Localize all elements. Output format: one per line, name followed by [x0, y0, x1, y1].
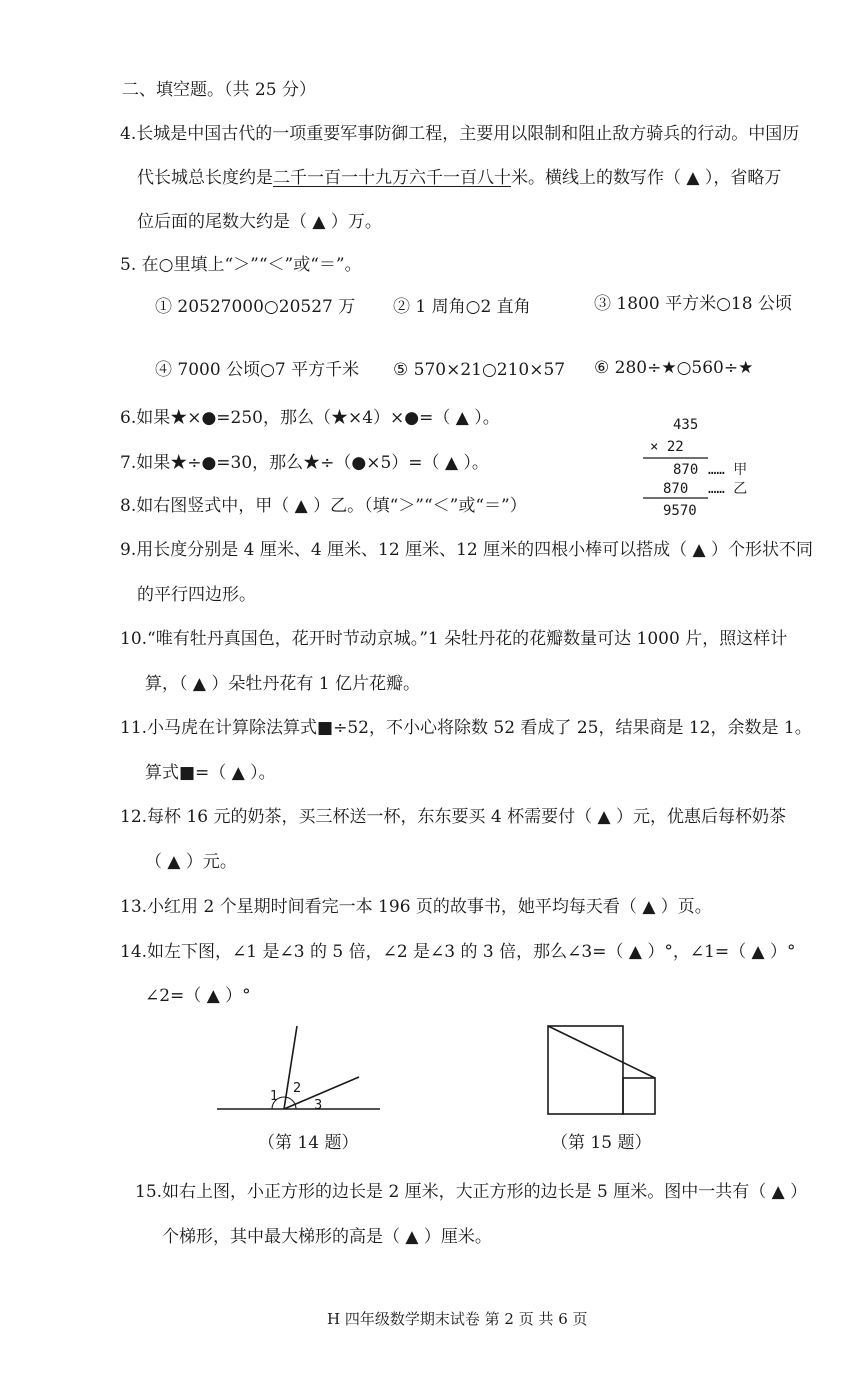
figure-14-caption: （第 14 题） [258, 1133, 359, 1153]
page-footer: H 四年级数学期末试卷 第 2 页 共 6 页 [327, 1310, 588, 1328]
figure-15-squares [0, 0, 1, 1]
q4-line3: 位后面的尾数大约是（ ▲ ）万。 [137, 212, 382, 232]
section-title: 二、填空题。（共 25 分） [122, 80, 316, 100]
q9-line1: 9.用长度分别是 4 厘米、4 厘米、12 厘米、12 厘米的四根小棒可以搭成（ ▲ ）个形状不同 [120, 540, 814, 560]
figure-15-caption: （第 15 题） [551, 1133, 652, 1153]
q14-line1: 14.如左下图，∠1 是∠3 的 5 倍，∠2 是∠3 的 3 倍，那么∠3=（ ▲ ）°，∠1=（ ▲ ）° [120, 942, 796, 962]
q7-text: 7.如果★÷●=30，那么★÷（●×5）=（ ▲ ）。 [120, 453, 489, 473]
q5-item-4: ④ 7000 公顷○7 平方千米 [155, 360, 360, 380]
q11-line1: 11.小马虎在计算除法算式■÷52，不小心将除数 52 看成了 25，结果商是 12，余数是 1。 [120, 718, 812, 738]
vm-partial2-tag: …… 乙 [708, 481, 748, 497]
q10-line1: 10.“唯有牡丹真国色，花开时节动京城。”1 朵牡丹花的花瓣数量可达 1000 片，照这样计 [120, 629, 788, 649]
angle-label-2: 2 [293, 1081, 302, 1096]
q4-line1: 4.长城是中国古代的一项重要军事防御工程，主要用以限制和阻止敌方骑兵的行动。中国历 [120, 124, 800, 144]
q13-text: 13.小红用 2 个星期时间看完一本 196 页的故事书，她平均每天看（ ▲ ）页。 [120, 897, 712, 917]
q5-item-5: ⑤ 570×21○210×57 [393, 360, 566, 380]
vm-partial1: 870 [673, 462, 699, 478]
q14-line2: ∠2=（ ▲ ）° [145, 986, 251, 1006]
q8-text: 8.如右图竖式中，甲（ ▲ ）乙。（填“＞”“＜”或“＝”） [120, 496, 527, 516]
q9-line2: 的平行四边形。 [137, 585, 256, 605]
q10-line2: 算，（ ▲ ）朵牡丹花有 1 亿片花瓣。 [145, 674, 421, 694]
q5-item-6: ⑥ 280÷★○560÷★ [594, 358, 754, 378]
angle-label-1: 1 [270, 1089, 279, 1104]
vm-multiplicand: 435 [673, 417, 699, 433]
q4-underlined-number: 二千一百一十九万六千一百八十 [273, 168, 511, 188]
q5-item-3: ③ 1800 平方米○18 公顷 [594, 294, 792, 314]
q4-line2-post: 米。横线上的数写作（ ▲ ），省略万 [511, 168, 782, 188]
q15-line2: 个梯形，其中最大梯形的高是（ ▲ ）厘米。 [162, 1227, 492, 1247]
vm-partial2: 870 [663, 481, 689, 497]
angle-label-3: 3 [314, 1098, 323, 1113]
q5-item-2: ② 1 周角○2 直角 [393, 297, 531, 317]
q15-line1: 15.如右上图，小正方形的边长是 2 厘米，大正方形的边长是 5 厘米。图中一共有（ ▲ ） [135, 1182, 808, 1202]
q4-line2-pre: 代长城总长度约是 [137, 168, 273, 188]
q12-line1: 12.每杯 16 元的奶茶，买三杯送一杯，东东要买 4 杯需要付（ ▲ ）元，优惠后每杯奶茶 [120, 807, 786, 827]
q6-text: 6.如果★×●=250，那么（★×4）×●=（ ▲ ）。 [120, 408, 500, 428]
vm-multiplier: × 22 [650, 439, 684, 455]
q4-line2 [137, 166, 781, 190]
q5-intro: 5. 在○里填上“＞”“＜”或“＝”。 [120, 255, 362, 275]
q5-item-1: ① 20527000○20527 万 [155, 297, 356, 317]
vm-partial1-tag: …… 甲 [708, 462, 748, 478]
vm-result: 9570 [663, 503, 697, 519]
q12-line2: （ ▲ ）元。 [145, 852, 237, 872]
q11-line2: 算式■=（ ▲ ）。 [145, 763, 276, 783]
